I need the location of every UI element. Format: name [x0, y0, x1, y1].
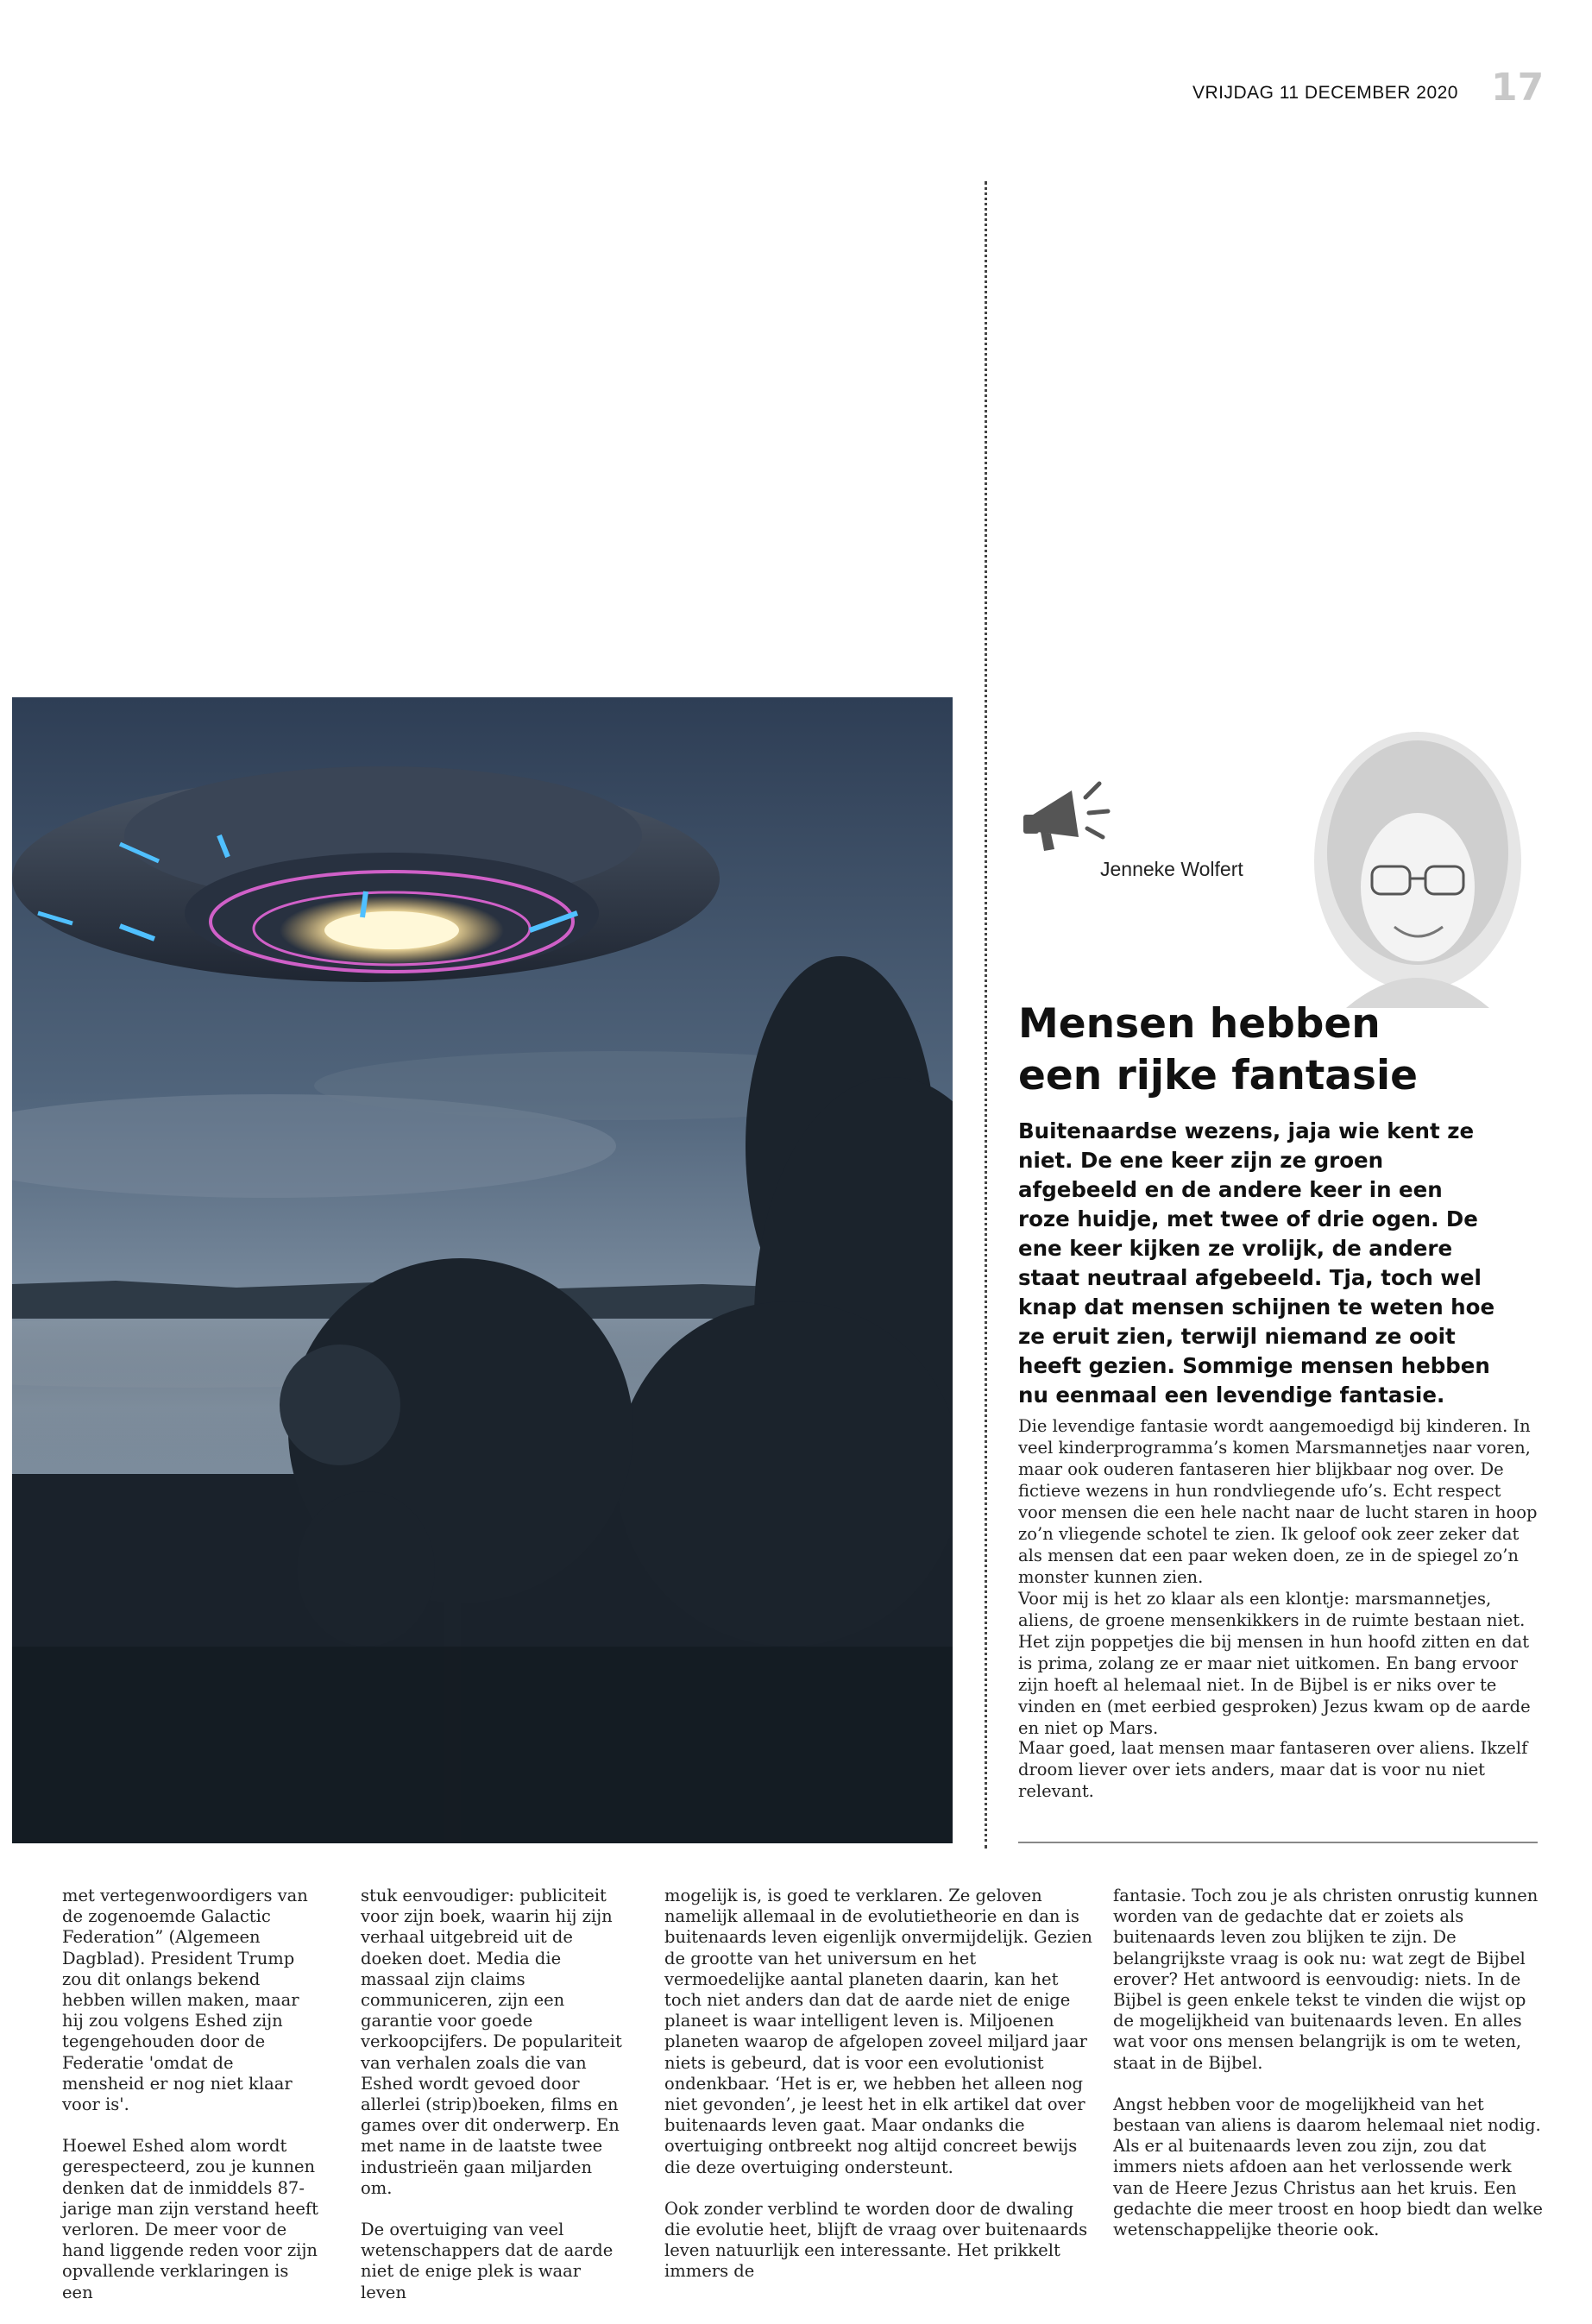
issue-date: VRIJDAG 11 DECEMBER 2020 [1192, 83, 1458, 103]
article-paragraph: mogelijk is, is goed te verklaren. Ze geloven namelijk allemaal in de evolutietheorie en dan is buitenaards leven eigenlijk onvermijdelijk. Gezien de grootte van het universum en het vermoedelijke aantal planeten daarin, kan het toch niet anders dan dat de aarde niet de enige planeet is waar intelligent leven is. Miljoenen planeten waarop de afgelopen zoveel miljard jaar niets is gebeurd, dat is voor een evolutionist ondenkbaar. ‘Het is er, we hebben het alleen nog niet gevonden’, je leest het in elk artikel dat over buitenaards leven gaat. Maar ondanks die overtuiging ontbreekt nog altijd concreet bewijs die deze overtuiging ondersteunt. [664, 1886, 1092, 2177]
column-body [1018, 1737, 1540, 1802]
ufo-photo [12, 697, 953, 1843]
column-paragraph-1: Die levendige fantasie wordt aangemoedigd bij kinderen. In veel kinderprogramma’s komen Marsmannetjes naar voren, maar ook ouderen fantaseren hier blijkbaar nog over. De fictieve wezens in hun rondvliegende ufo’s. Echt respect voor mensen die een hele nacht naar de lucht staren in hoop zo’n vliegende schotel te zien. Ik geloof ook zeer zeker dat als mensen dat een paar weken doen, ze in de spiegel zo’n monster kunnen zien. [1018, 1416, 1538, 1587]
article-paragraph: De overtuiging van veel wetenschappers dat de aarde niet de enige plek is waar leven [361, 2220, 614, 2302]
column-intro: Buitenaardse wezens, jaja wie kent ze niet. De ene keer zijn ze groen afgebeeld en de andere keer in een roze huidje, met twee of drie ogen. De ene keer kijken ze vrolijk, de andere staat neutraal afgebeeld. Tja, toch wel knap dat mensen schijnen te weten hoe ze eruit zien, terwijl niemand ze ooit heeft gezien. Sommige mensen hebben nu eenmaal een levendige fantasie. [1018, 1118, 1495, 1408]
title-line-2: een rijke fantasie [1018, 1052, 1418, 1099]
section-divider [1018, 1842, 1538, 1843]
article-paragraph: Hoewel Eshed alom wordt gerespecteerd, zou je kunnen denken dat de inmiddels 87-jarige man zijn verstand heeft verloren. De meer voor de hand liggende reden voor zijn opvallende verklaringen is een [62, 2136, 318, 2302]
article-column-3 [664, 1886, 1094, 2303]
page-number: 17 [1491, 66, 1545, 110]
article-paragraph: Ook zonder verblind te worden door de dwaling die evolutie heet, blijft de vraag over buitenaards leven natuurlijk een interessante. Het prikkelt immers de [664, 2198, 1088, 2282]
column-body [1018, 1415, 1540, 1588]
article-column-4 [1113, 1886, 1545, 2261]
column-title [1018, 998, 1501, 1102]
article-paragraph: stuk eenvoudiger: publiciteit voor zijn boek, waarin hij zijn verhaal uitgebreid uit de doeken doet. Media die massaal zijn claims communiceren, zijn een garantie voor goede verkoopcijfers. De populariteit van verhalen zoals die van Eshed wordt gevoed door allerlei (strip)boeken, films en games over dit onderwerp. En met name in de laatste twee industrieën gaan miljarden om. [361, 1886, 622, 2198]
author-name: Jenneke Wolfert [1100, 858, 1243, 880]
article-paragraph: Angst hebben voor de mogelijkheid van het bestaan van aliens is daarom helemaal niet nodig. Als er al buitenaards leven zou zijn, zou dat immers niets afdoen aan het verlossende werk van de Heere Jezus Christus aan het kruis. Een gedachte die meer troost en hoop biedt dan welke wetenschappelijke theorie ook. [1113, 2094, 1543, 2240]
column-body [1018, 1588, 1540, 1739]
column-paragraph-2: Voor mij is het zo klaar als een klontje: marsmannetjes, aliens, de groene mensenkikkers in de ruimte bestaan niet. Het zijn poppetjes die bij mensen in hun hoofd zitten en dat is prima, zolang ze er maar niet uitkomen. En bang ervoor zijn hoeft al helemaal niet. In de Bijbel is er niks over te vinden en (met eerbied gesproken) Jezus kwam op de aarde en niet op Mars. [1018, 1589, 1531, 1738]
article-column-2 [361, 1886, 628, 2324]
column-paragraph-3: Maar goed, laat mensen maar fantaseren over aliens. Ikzelf droom liever over iets anders, maar dat is voor nu niet relevant. [1018, 1738, 1528, 1801]
title-line-1: Mensen hebben [1018, 1000, 1381, 1048]
article-paragraph: fantasie. Toch zou je als christen onrustig kunnen worden van de gedachte dat er zoiets als buitenaards leven zou blijken te zijn. De belangrijkste vraag is ook nu: wat zegt de Bijbel erover? Het antwoord is eenvoudig: niets. In de Bijbel is geen enkele tekst te vinden die wijst op de mogelijkheid van buitenaards leven. En alles wat voor ons mensen belangrijk is om te weten, staat in de Bijbel. [1113, 1886, 1539, 2073]
column-divider [985, 181, 987, 1848]
megaphone-icon [1018, 772, 1113, 858]
article-column-1 [62, 1886, 321, 2324]
article-paragraph: met vertegenwoordigers van de zogenoemde Galactic Federation” (Algemeen Dagblad). President Trump zou dit onlangs bekend hebben willen maken, maar hij zou volgens Eshed zijn tegengehouden door de Federatie 'omdat de mensheid er nog niet klaar voor is'. [62, 1886, 308, 2115]
author-portrait [1312, 732, 1524, 1017]
